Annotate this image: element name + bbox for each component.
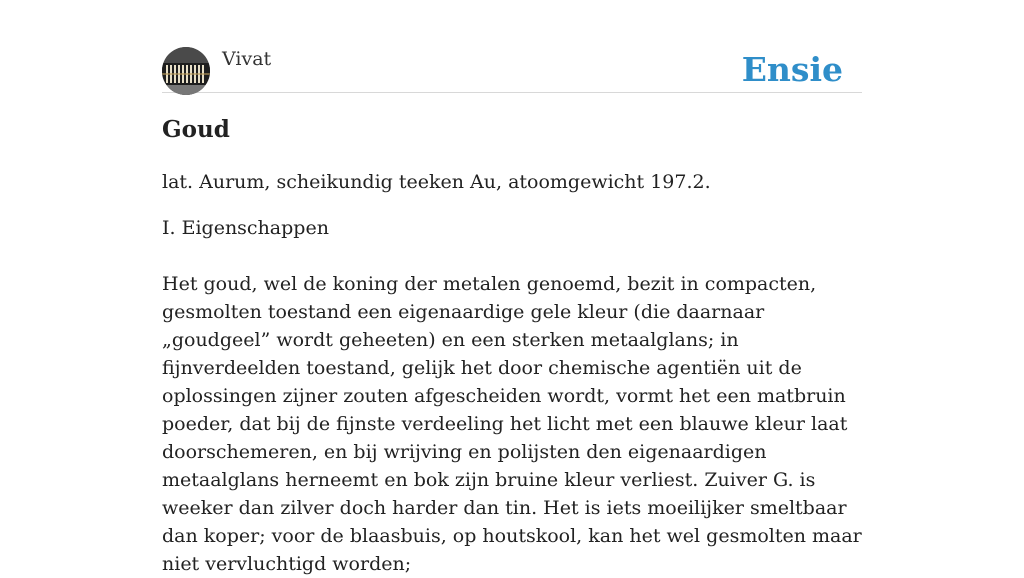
brand-logo[interactable]: Ensie: [741, 50, 843, 89]
bookshelf-icon: [162, 47, 210, 95]
article-subtitle: lat. Aurum, scheikundig teeken Au, atoomgewicht 197.2.: [162, 171, 711, 193]
author-name[interactable]: Vivat: [222, 48, 272, 70]
article-body: Het goud, wel de koning der metalen genoemd, bezit in compacten, gesmolten toestand een eigenaardige gele kleur (die daarnaar „goudgeel” wordt geheeten) en een sterken metaalglans; in fijnverdeelden toestand, gelijk het door chemische agentiën uit de oplossingen zijner zouten afgescheiden wordt, vormt het een matbruin poeder, dat bij de fijnste verdeeling het licht met een blauwe kleur laat doorschemeren, en bij wrijving en polijsten den eigenaardigen metaalglans herneemt en bok zijn bruine kleur verliest. Zuiver G. is weeker dan zilver doch harder dan tin. Het is iets moeilijker smeltbaar dan koper; voor de blaasbuis, op houtskool, kan het wel gesmolten maar niet vervluchtigd worden;: [162, 273, 862, 575]
header: [162, 46, 862, 93]
author-avatar[interactable]: [162, 47, 210, 95]
article: [162, 114, 862, 578]
article-title: Goud: [162, 116, 230, 143]
section-heading: I. Eigenschappen: [162, 217, 329, 239]
